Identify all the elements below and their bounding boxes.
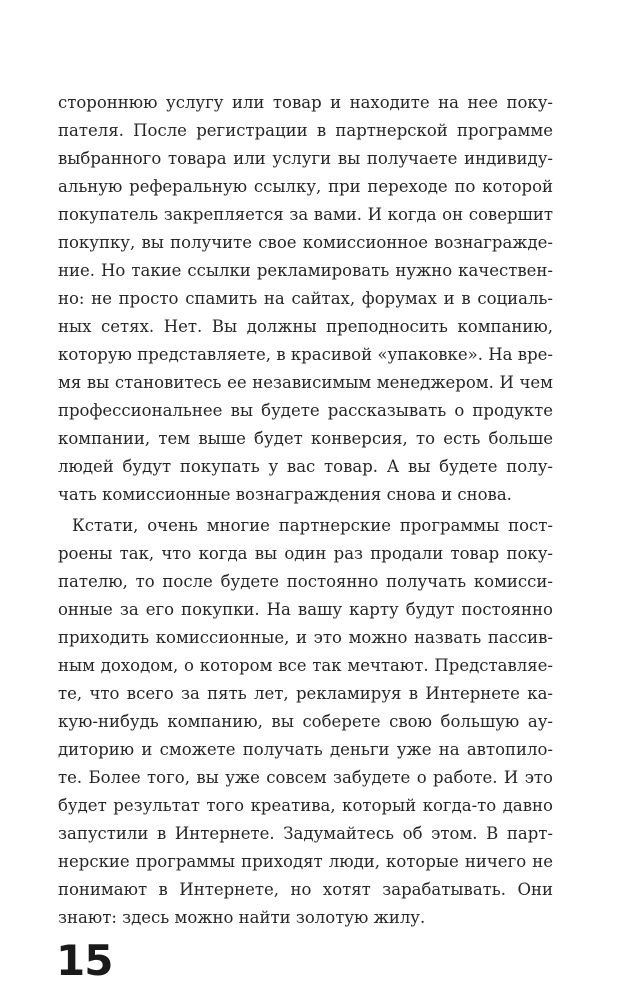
text-line: роены так, что когда вы один раз продали товар поку- — [58, 544, 553, 563]
text-line: кую-нибудь компанию, вы соберете свою большую ау- — [58, 712, 553, 731]
text-line: которую представляете, в красивой «упаковке». На вре- — [58, 345, 553, 364]
text-line: ным доходом, о котором все так мечтают. Представляе- — [58, 656, 553, 675]
text-line: мя вы становитесь ее независимым менеджером. И чем — [58, 373, 553, 392]
text-line: те, что всего за пять лет, рекламируя в Интернете ка- — [58, 684, 553, 703]
text-line: знают: здесь можно найти золотую жилу. — [58, 908, 426, 927]
text-line: запустили в Интернете. Задумайтесь об этом. В парт- — [58, 824, 553, 843]
text-line: выбранного товара или услуги вы получаете индивиду- — [58, 149, 553, 168]
text-line: ных сетях. Нет. Вы должны преподносить компанию, — [58, 317, 553, 336]
text-line: будет результат того креатива, который когда-то давно — [58, 796, 553, 815]
text-line: стороннюю услугу или товар и находите на нее поку- — [58, 93, 553, 112]
text-line: ние. Но такие ссылки рекламировать нужно качествен- — [58, 261, 553, 280]
text-line: пателя. После регистрации в партнерской программе — [58, 121, 553, 140]
text-line: покупку, вы получите свое комиссионное вознагражде- — [58, 233, 553, 252]
text-line: пателю, то после будете постоянно получать комисси- — [58, 572, 553, 591]
text-line: диторию и сможете получать деньги уже на автопило- — [58, 740, 553, 759]
text-line: профессиональнее вы будете рассказывать о продукте — [58, 401, 553, 420]
text-line: приходить комиссионные, и это можно назвать пассив- — [58, 628, 553, 647]
text-line: онные за его покупки. На вашу карту будут постоянно — [58, 600, 553, 619]
text-line: те. Более того, вы уже совсем забудете о работе. И это — [58, 768, 553, 787]
text-line: компании, тем выше будет конверсия, то есть больше — [58, 429, 553, 448]
text-line: чать комиссионные вознаграждения снова и снова. — [58, 485, 512, 504]
text-line: но: не просто спамить на сайтах, форумах и в социаль- — [58, 289, 553, 308]
text-line: понимают в Интернете, но хотят зарабатывать. Они — [58, 880, 553, 899]
text-line: людей будут покупать у вас товар. А вы будете полу- — [58, 457, 553, 476]
page-number: 15 — [56, 936, 113, 985]
text-line: альную реферальную ссылку, при переходе по которой — [58, 177, 553, 196]
text-line: покупатель закрепляется за вами. И когда он совершит — [58, 205, 553, 224]
text-line: нерские программы приходят люди, которые ничего не — [58, 852, 553, 871]
text-line: Кстати, очень многие партнерские программы пост- — [72, 516, 553, 535]
